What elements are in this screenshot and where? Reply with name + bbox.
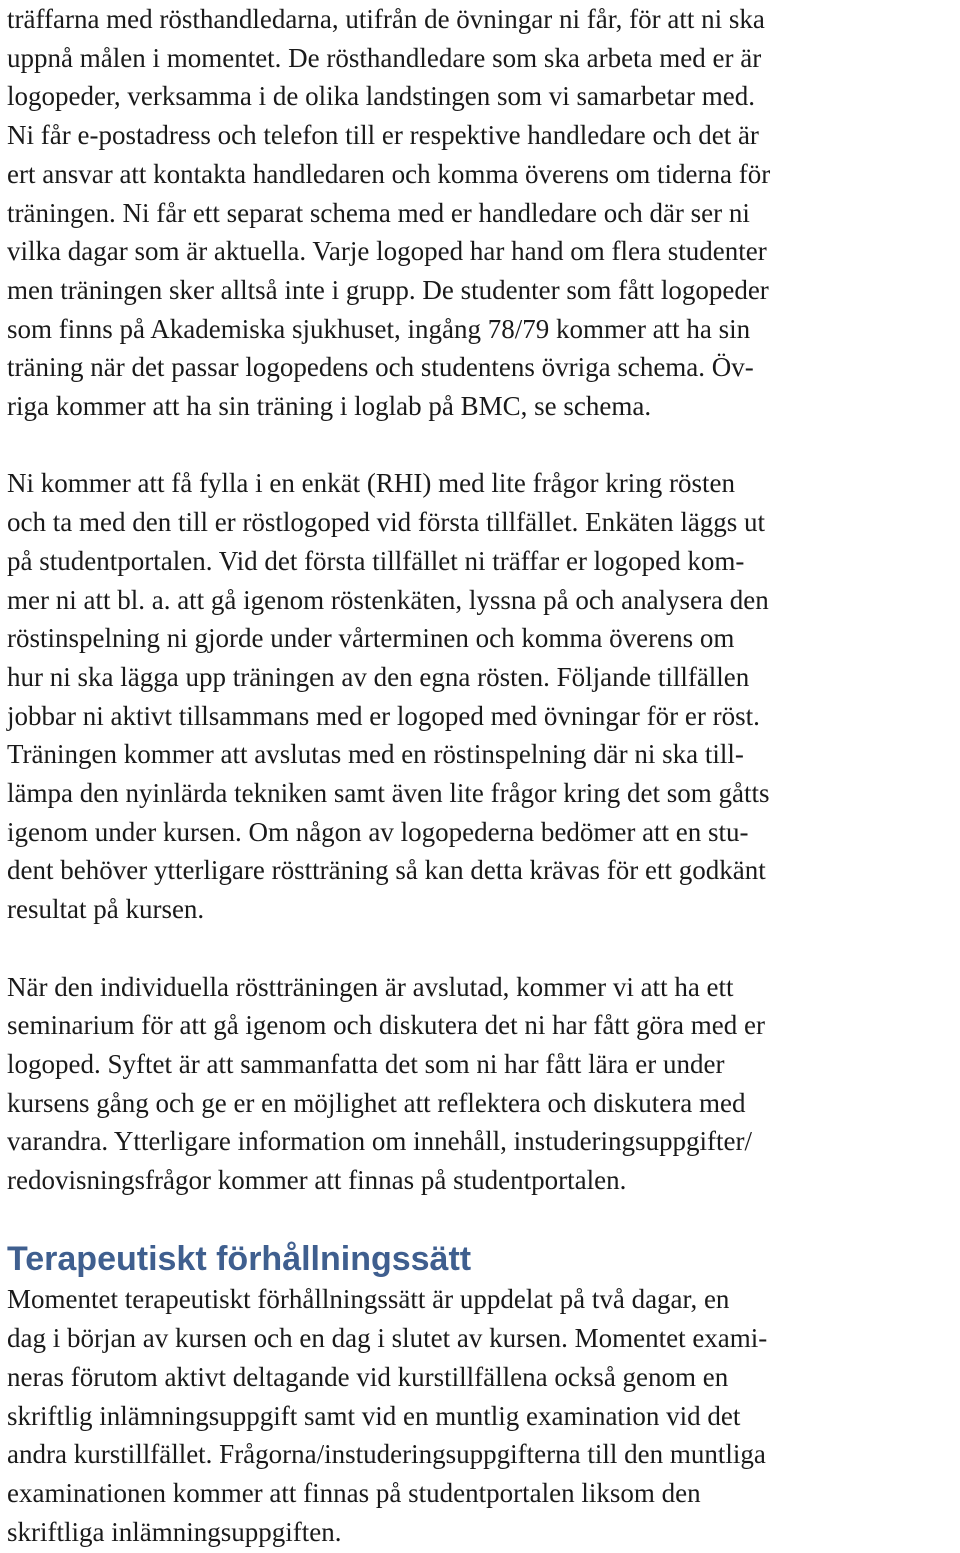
text-line: jobbar ni aktivt tillsammans med er logoped med övningar för er röst. — [7, 700, 760, 731]
text-line: hur ni ska lägga upp träningen av den egna rösten. Följande tillfällen — [7, 661, 750, 692]
text-line: När den individuella röstträningen är avslutad, kommer vi att ha ett — [7, 971, 734, 1002]
paragraph-therapeutic-approach — [7, 1280, 957, 1551]
text-line: Ni får e-postadress och telefon till er respektive handledare och det är — [7, 120, 759, 151]
text-line: logopeder, verksamma i de olika landstingen som vi samarbetar med. — [7, 81, 755, 112]
text-line: examinationen kommer att finnas på studentportalen liksom den — [7, 1477, 701, 1508]
text-line: skriftliga inlämningsuppgiften. — [7, 1516, 342, 1547]
text-line: riga kommer att ha sin träning i loglab på BMC, se schema. — [7, 391, 652, 422]
text-line: som finns på Akademiska sjukhuset, ingång 78/79 kommer att ha sin — [7, 313, 751, 344]
text-line: träningen. Ni får ett separat schema med er handledare och där ser ni — [7, 197, 750, 228]
text-line: igenom under kursen. Om någon av logopederna bedömer att en stu- — [7, 816, 749, 847]
text-line: Ni kommer att få fylla i en enkät (RHI) med lite frågor kring rösten — [7, 468, 736, 499]
text-line: redovisningsfrågor kommer att finnas på studentportalen. — [7, 1165, 627, 1196]
text-line: träning när det passar logopedens och studentens övriga schema. Öv- — [7, 352, 754, 383]
text-line: mer ni att bl. a. att gå igenom röstenkäten, lyssna på och analysera den — [7, 584, 769, 615]
text-line: seminarium för att gå igenom och diskutera det ni har fått göra med er — [7, 1010, 765, 1041]
text-line: uppnå målen i momentet. De rösthandledare som ska arbeta med er är — [7, 42, 762, 73]
text-line: neras förutom aktivt deltagande vid kurstillfällena också genom en — [7, 1361, 729, 1392]
text-line: dent behöver ytterligare röstträning så kan detta krävas för ett godkänt — [7, 855, 766, 886]
text-line: på studentportalen. Vid det första tillfället ni träffar er logoped kom- — [7, 545, 745, 576]
text-line: resultat på kursen. — [7, 894, 205, 925]
text-line: andra kurstillfället. Frågorna/instuderingsuppgifterna till den muntliga — [7, 1439, 766, 1470]
document-page — [7, 0, 957, 1551]
text-line: och ta med den till er röstlogoped vid första tillfället. Enkäten läggs ut — [7, 507, 766, 538]
paragraph-gap — [7, 929, 957, 968]
paragraph-gap — [7, 426, 957, 465]
paragraph-survey-info — [7, 464, 957, 928]
text-line: logoped. Syftet är att sammanfatta det som ni har fått lära er under — [7, 1048, 725, 1079]
text-line: skriftlig inlämningsuppgift samt vid en muntlig examination vid det — [7, 1400, 741, 1431]
text-line: dag i början av kursen och en dag i slutet av kursen. Momentet exami- — [7, 1323, 768, 1354]
text-line: röstinspelning ni gjorde under vårterminen och komma överens om — [7, 623, 735, 654]
text-line: varandra. Ytterligare information om innehåll, instuderingsuppgifter/ — [7, 1126, 753, 1157]
section-heading: Terapeutiskt förhållningssätt — [7, 1240, 472, 1279]
text-line: lämpa den nyinlärda tekniken samt även lite frågor kring det som gåtts — [7, 778, 770, 809]
text-line: men träningen sker alltså inte i grupp. De studenter som fått logopeder — [7, 274, 769, 305]
text-line: träffarna med rösthandledarna, utifrån de övningar ni får, för att ni ska — [7, 4, 765, 34]
text-line: Träningen kommer att avslutas med en röstinspelning där ni ska till- — [7, 739, 744, 770]
paragraph-supervision-info — [7, 0, 957, 426]
text-line: kursens gång och ge er en möjlighet att reflektera och diskutera med — [7, 1087, 746, 1118]
paragraph-seminar-info — [7, 968, 957, 1200]
paragraph-gap — [7, 1200, 957, 1239]
text-line: ert ansvar att kontakta handledaren och komma överens om tiderna för — [7, 158, 771, 189]
text-line: vilka dagar som är aktuella. Varje logoped har hand om flera studenter — [7, 236, 767, 267]
text-line: Momentet terapeutiskt förhållningssätt är uppdelat på två dagar, en — [7, 1284, 730, 1315]
